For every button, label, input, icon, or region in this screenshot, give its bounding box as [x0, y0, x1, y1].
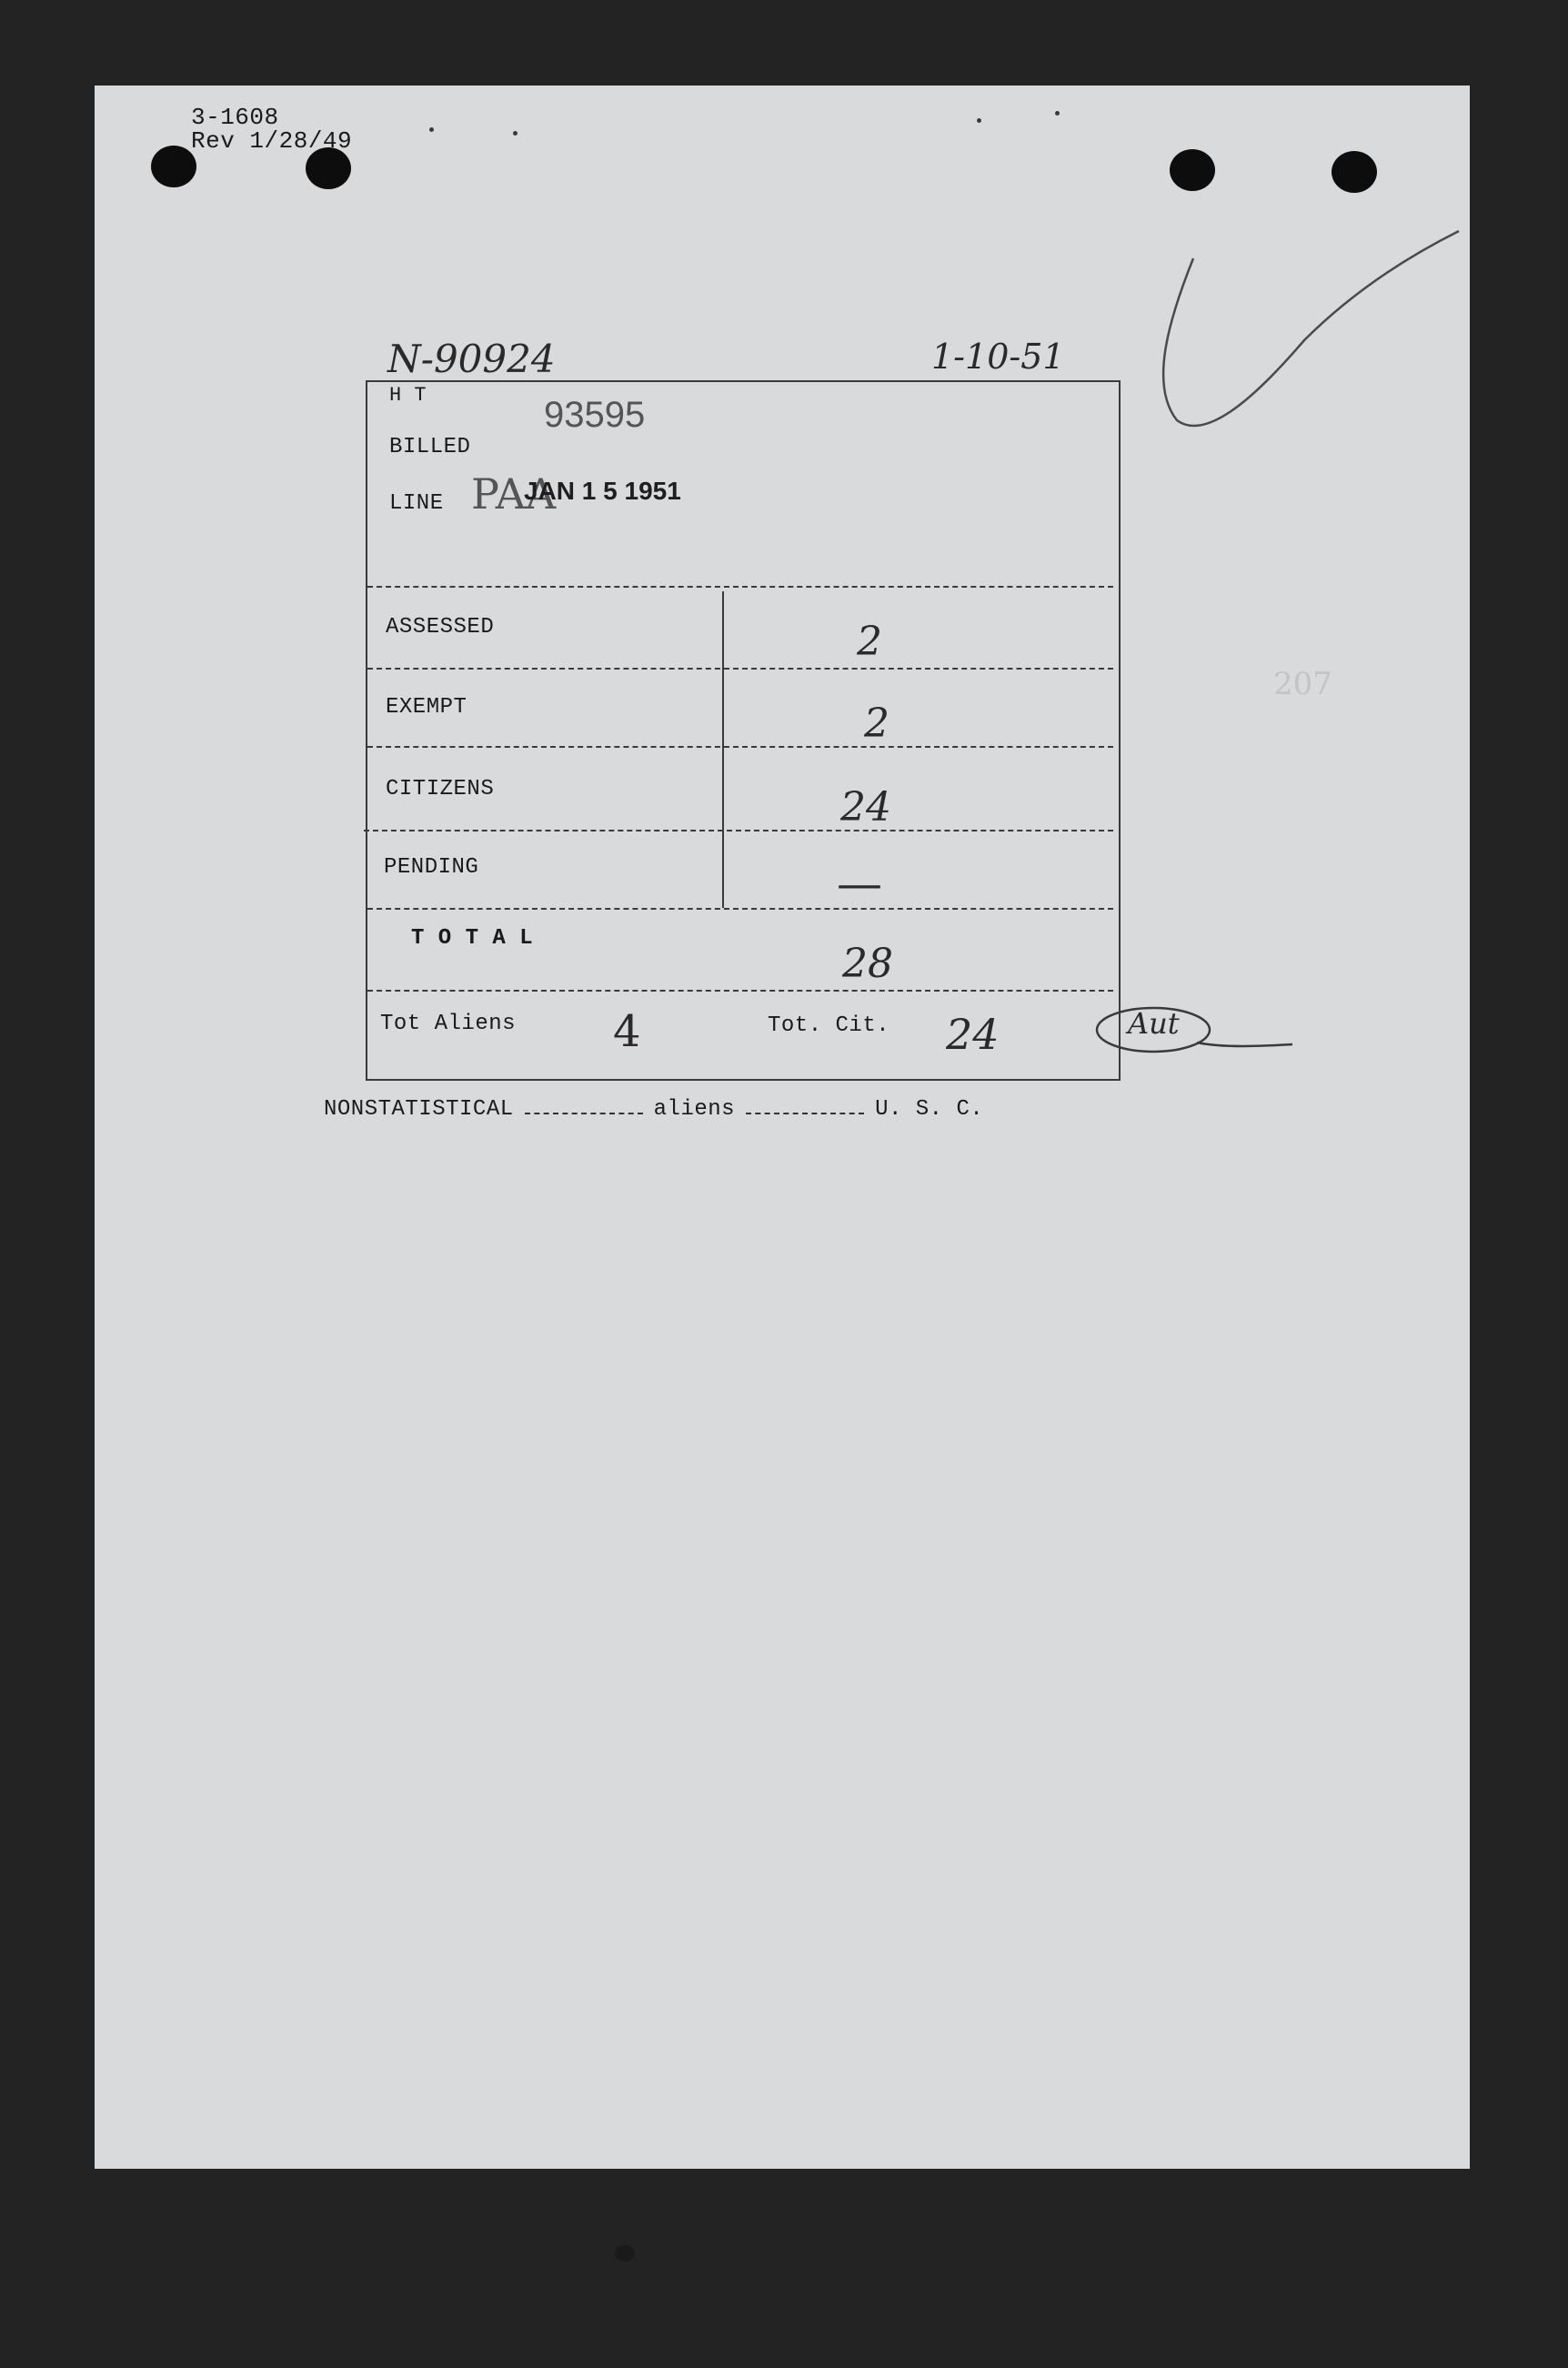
initials-signature — [1088, 995, 1297, 1068]
ht-number: 93595 — [544, 395, 646, 435]
speck — [429, 127, 434, 132]
aliens-label: aliens — [653, 1097, 736, 1122]
pending-value: — — [837, 857, 882, 910]
total-label: T O T A L — [411, 926, 534, 951]
speck — [513, 131, 518, 136]
citizens-label: CITIZENS — [386, 777, 495, 801]
bottom-speck — [615, 2245, 635, 2262]
speck — [977, 118, 981, 123]
aliens-blank — [746, 1113, 864, 1114]
exempt-label: EXEMPT — [386, 695, 467, 720]
ht-label: H T — [389, 384, 427, 407]
form-number: 3-1608 — [191, 104, 279, 131]
line-label: LINE — [389, 491, 444, 516]
tot-cit-value: 24 — [946, 1010, 1000, 1059]
pending-label: PENDING — [384, 855, 479, 880]
initials-text: Aut — [1128, 1006, 1180, 1041]
document-page — [95, 86, 1470, 2169]
tot-aliens-value: 4 — [613, 1006, 641, 1057]
row-divider — [367, 908, 1113, 910]
tot-aliens-label: Tot Aliens — [380, 1012, 517, 1036]
nonstatistical-line — [324, 1097, 983, 1122]
usc-label: U. S. C. — [875, 1097, 984, 1122]
punch-hole-right-2 — [1332, 151, 1377, 193]
check-mark-icon — [1150, 222, 1470, 531]
assessed-label: ASSESSED — [386, 615, 495, 640]
billed-date-stamp: JAN 1 5 1951 — [524, 477, 681, 505]
nonstatistical-blank — [525, 1113, 643, 1114]
punch-hole-left-1 — [151, 146, 196, 187]
form-revision: Rev 1/28/49 — [191, 127, 353, 155]
row-divider — [364, 830, 1113, 831]
citizens-value: 24 — [840, 784, 891, 831]
table-top-rule — [367, 586, 1113, 588]
nonstatistical-label: NONSTATISTICAL — [324, 1097, 514, 1122]
tot-cit-label: Tot. Cit. — [768, 1013, 890, 1038]
side-number: 207 — [1273, 666, 1332, 702]
punch-hole-right-1 — [1170, 149, 1215, 191]
total-divider — [367, 990, 1113, 992]
line-value: PAA — [471, 469, 557, 519]
total-value: 28 — [842, 941, 893, 987]
case-number: N-90924 — [387, 337, 556, 381]
row-divider — [367, 746, 1113, 748]
billed-label: BILLED — [389, 435, 471, 459]
date-written: 1-10-51 — [931, 337, 1065, 377]
row-divider — [367, 668, 1113, 670]
column-divider — [722, 591, 724, 908]
speck — [1055, 111, 1060, 116]
assessed-value: 2 — [857, 619, 882, 665]
exempt-value: 2 — [864, 700, 890, 747]
